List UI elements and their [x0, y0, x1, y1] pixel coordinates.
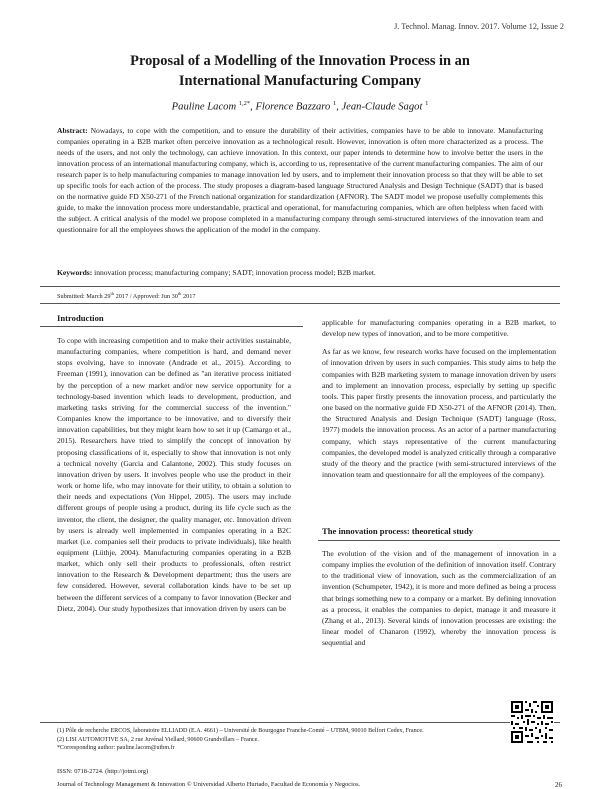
abstract-label: Abstract: — [57, 126, 88, 135]
issn: ISSN: 0718-2724. (http://jotmi.org) — [57, 768, 149, 775]
divider — [40, 303, 560, 304]
approved-text: 2017 / Approved: Jun 30 — [114, 293, 178, 301]
approved-year: 2017 — [181, 293, 196, 301]
author-name: Jean-Claude Sagot — [341, 101, 423, 113]
keywords-label: Keywords: — [57, 268, 93, 277]
introduction-heading: Introduction — [57, 313, 104, 323]
footnote-3: *Corresponding author: pauline.lacom@utbm.fr — [57, 745, 175, 751]
author-name: Pauline Lacom — [171, 101, 237, 113]
paper-title — [40, 51, 560, 91]
keywords — [57, 268, 543, 277]
author-affiliation: 1,2* — [238, 100, 251, 107]
footnote-1: (1) Pôle de recherche ERCOS, laboratoire ELLIADD (E.A. 4661) – Université de Bourgogne Franche-Comté – UTBM, 90010 Belfort Cedex, France. — [57, 728, 424, 734]
footnote-2: (2) LISI AUTOMOTIVE SA, 2 rue Juvénal Viellard, 90600 Grandvillars – France. — [57, 736, 259, 743]
divider — [40, 722, 560, 723]
title-line-2: International Manufacturing Company — [178, 73, 422, 89]
theory-heading: The innovation process: theoretical study — [322, 526, 474, 536]
right-paragraph-1: applicable for manufacturing companies operating in a B2B market, to develop new types of innovation, and to be more competitive. — [322, 318, 556, 339]
right-column-text — [322, 317, 556, 480]
right-paragraph-3: The evolution of the vision and of the management of innovation in a company implies the evolution of the definition of innovation itself. Contrary to the traditional view of innovation, such as the commercialization of an invention (Schumpeter, 1942), it is more and more defined as being a process that brings something new to a company or a market. By defining innovation as a process, it enables the companies to depict, manage it and measure it (Zhang et al., 2013). Several kinds of innovation processes are existing: the linear model of Chanaron (1992), whereby the innovation process is sequential and — [322, 549, 556, 648]
qr-code-icon — [510, 700, 554, 744]
title-line-1: Proposal of a Modelling of the Innovation Process in an — [130, 53, 470, 69]
page-number: 26 — [555, 781, 562, 789]
submitted-text: Submitted: March 29 — [57, 293, 111, 301]
submission-dates — [57, 291, 196, 300]
footnotes — [57, 727, 497, 753]
intro-paragraph-1: To cope with increasing competition and to make their activities sustainable, manufacturing companies, where competition is hard, and demand never stops evolving, have to innovate (Andrade et al., 2015). According to Freeman (1991), innovation can be defined as "an iterative process initiated by the perception of a new market and/or new service opportunity for a technology-based invention which leads to development, production, and marketing tasks striving for the commercial success of the invention." Companies know the importance to be innovative, and to diversify their innovation capabilities, but they might learn how to set it up (Camargo et al., 2015). Researchers have tried to simplify the concept of innovation by proposing classifications of it, especially to show that innovation is not only a technical novelty (Garcia and Calantone, 2002). This study focuses on innovation driven by users. It involves people who use the product in their work or home life, who may innovate for their utility, to obtain a solution to their needs and expectations (Von Hippel, 2005). The users may include different groups of people using a product, during its life cycle such as the inventor, the client, the designer, the quality manager, etc. Innovation driven by users is already well implemented in companies operating in a B2C market (i.e. companies sell their products to private individuals), like health equipment (Lüthje, 2004). Manufacturing companies operating in a B2B market, which only sell their products to professionals, often restrict innovation to the Research & Development department; thus the users are few considered. However, several collaboration kinds have to be set up between the different services of a company to favor innovation (Becker and Dietz, 2004). Our study hypothesizes that innovation driven by users can be — [57, 336, 291, 613]
submitted-sup: th — [110, 291, 115, 296]
author-affiliation: 1 — [332, 100, 337, 107]
abstract — [57, 126, 543, 236]
theory-paragraph — [322, 548, 556, 648]
author-list: Pauline Lacom $^{1,2*}$, Florence Bazzaro $^1$, Jean-Claude Sagot $^1$ — [171, 100, 429, 113]
approved-sup: th — [177, 291, 182, 296]
author-name: Florence Bazzaro — [255, 101, 331, 113]
author-affiliation: 1 — [425, 100, 429, 107]
journal-footer: Journal of Technology Management & Innovation © Universidad Alberto Hurtado, Facultad de Economía y Negocios. — [57, 781, 361, 788]
keywords-text: innovation process; manufacturing company; SADT; innovation process model; B2B market. — [94, 268, 376, 277]
abstract-text: Nowadays, to cope with the competition, and to ensure the durability of their activities, companies have to be able to innovate. Manufacturing companies operating in a B2B market often perceive innovation as a technological result. However, innovation is often more characterized as a process. The needs of the users, and not only the technology, can achieve innovation. In this context, our paper intends to determine how to involve better the users in the innovation process of an international manufacturing company, which is, according to us, representative of the current manufacturing companies. The aim of our research paper is to help manufacturing companies to manage innovation led by users, and to implement their innovation process so that they will be able to set up specific tools for each action of the process. The study proposes a diagram-based language Structured Analysis and Design Technique (SADT) that is based on the normative guide FD X50-271 of the French national organization for standardization (AFNOR). The SADT model we propose usefully complements this guide, to make the innovation process more understandable, practical and operational, for manufacturing companies, which are often helpless when faced with the subject. A critical analysis of the model we propose completed in a manufacturing company through semi-structured interviews of the innovation team and questionnaire for all the employees shows the application of the model in the company. — [57, 126, 543, 234]
introduction-paragraph — [57, 335, 291, 614]
right-paragraph-2: As far as we know, few research works have focused on the implementation of innovation driven by users in such companies. This study aims to help the companies with B2B marketing system to manage innovation driven by users and to implement an innovation process, especially by setting up specific tools. This paper firstly presents the innovation process, and particularly the one based on the normative guide FD X50-271 of the AFNOR (2014). Then, the Structured Analysis and Design Technique (SADT) language (Ross, 1977) models the innovation process. As an actor of a partner manufacturing company, which stays representative of the current manufacturing companies, the developed model is analyzed critically through a comparative study of the theory and the practice (with semi-structured interviews of the innovation team and questionnaire for all the employees of the company). — [322, 347, 556, 480]
divider — [40, 326, 303, 327]
divider — [318, 540, 560, 541]
divider — [40, 286, 560, 287]
journal-reference: J. Technol. Manag. Innov. 2017. Volume 12, Issue 2 — [394, 22, 564, 31]
